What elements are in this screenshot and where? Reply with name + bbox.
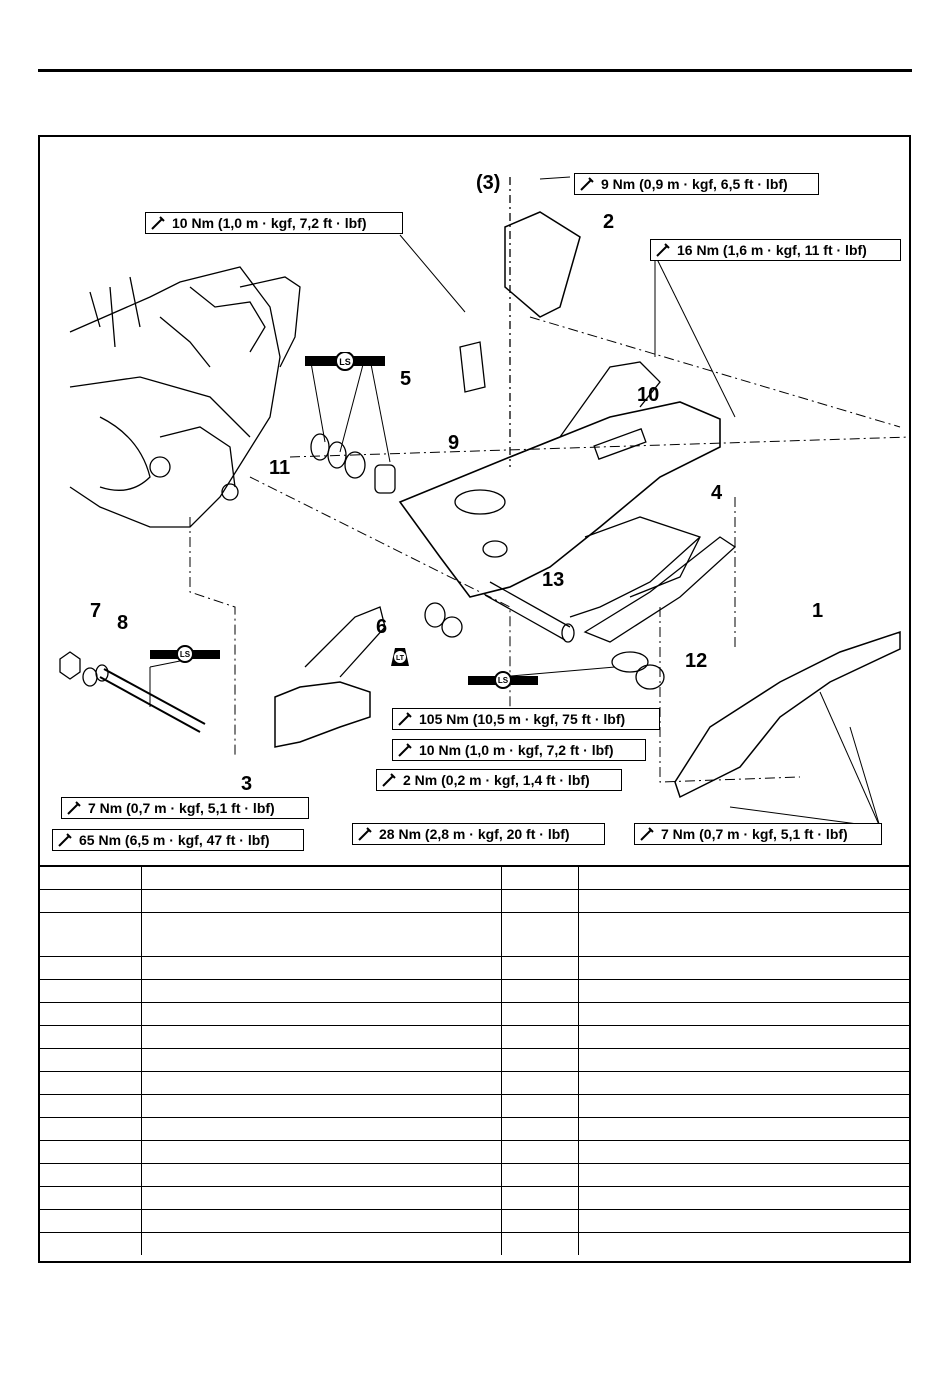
torque-label: 10 Nm (1,0 m · kgf, 7,2 ft · lbf) bbox=[392, 739, 646, 761]
table-cell bbox=[141, 1210, 501, 1233]
table-cell bbox=[141, 1049, 501, 1072]
svg-text:LS: LS bbox=[339, 357, 351, 367]
table-cell bbox=[40, 1049, 141, 1072]
wrench-icon bbox=[65, 799, 83, 817]
callout-number: 4 bbox=[711, 482, 723, 504]
table-row bbox=[40, 1072, 909, 1095]
table-cell bbox=[501, 913, 578, 957]
table-cell bbox=[501, 1003, 578, 1026]
callout-number: 3 bbox=[241, 773, 253, 795]
table-cell bbox=[578, 1003, 909, 1026]
table-cell bbox=[40, 890, 141, 913]
table-cell bbox=[501, 890, 578, 913]
wrench-icon bbox=[638, 825, 656, 843]
table-row bbox=[40, 1026, 909, 1049]
table-cell bbox=[578, 890, 909, 913]
torque-label: 105 Nm (10,5 m · kgf, 75 ft · lbf) bbox=[392, 708, 660, 730]
table-cell bbox=[40, 1003, 141, 1026]
table-row bbox=[40, 1141, 909, 1164]
table-cell bbox=[141, 957, 501, 980]
table-cell bbox=[141, 1003, 501, 1026]
table-row bbox=[40, 1003, 909, 1026]
frame-sketch bbox=[70, 267, 300, 527]
wrench-icon bbox=[396, 710, 414, 728]
table-cell bbox=[141, 1118, 501, 1141]
table-row bbox=[40, 980, 909, 1003]
table-cell bbox=[501, 980, 578, 1003]
wrench-icon bbox=[149, 214, 167, 232]
table-cell bbox=[578, 1118, 909, 1141]
wrench-icon bbox=[578, 175, 596, 193]
callout-number: (3) bbox=[476, 172, 501, 194]
parts-table bbox=[40, 865, 909, 1255]
wrench-icon bbox=[380, 771, 398, 789]
table-row bbox=[40, 1049, 909, 1072]
table-cell bbox=[578, 866, 909, 890]
table-row bbox=[40, 1095, 909, 1118]
wrench-icon bbox=[56, 831, 74, 849]
table-cell bbox=[578, 957, 909, 980]
bearings-11 bbox=[311, 434, 395, 493]
callout-number: 1 bbox=[812, 600, 824, 622]
table-cell bbox=[578, 1233, 909, 1256]
ls-symbol bbox=[150, 645, 220, 665]
table-cell bbox=[40, 1210, 141, 1233]
callout-number: 8 bbox=[117, 612, 129, 634]
table-cell bbox=[501, 957, 578, 980]
callout-number: 5 bbox=[400, 368, 412, 390]
torque-label: 9 Nm (0,9 m · kgf, 6,5 ft · lbf) bbox=[574, 173, 819, 195]
table-cell bbox=[141, 1233, 501, 1256]
footrest-bracket-3 bbox=[275, 682, 370, 747]
header-rule bbox=[38, 69, 912, 72]
wrench-icon bbox=[396, 741, 414, 759]
svg-text:LT: LT bbox=[395, 655, 405, 662]
table-cell bbox=[578, 1026, 909, 1049]
torque-label: 65 Nm (6,5 m · kgf, 47 ft · lbf) bbox=[52, 829, 304, 851]
table-cell bbox=[40, 957, 141, 980]
svg-text:LS: LS bbox=[179, 650, 191, 659]
torque-label: 2 Nm (0,2 m · kgf, 1,4 ft · lbf) bbox=[376, 769, 622, 791]
table-cell bbox=[501, 1049, 578, 1072]
table-cell bbox=[501, 1026, 578, 1049]
table-cell bbox=[141, 1026, 501, 1049]
diagram-frame bbox=[38, 135, 911, 1263]
table-cell bbox=[501, 1164, 578, 1187]
table-cell bbox=[501, 1141, 578, 1164]
table-cell bbox=[501, 1118, 578, 1141]
torque-label: 7 Nm (0,7 m · kgf, 5,1 ft · lbf) bbox=[61, 797, 309, 819]
torque-label: 10 Nm (1,0 m · kgf, 7,2 ft · lbf) bbox=[145, 212, 403, 234]
ls-symbol bbox=[468, 671, 538, 691]
lt-symbol bbox=[388, 642, 412, 668]
table-cell bbox=[40, 1187, 141, 1210]
exploded-view bbox=[40, 137, 909, 865]
cable-holder-5 bbox=[460, 342, 485, 392]
wrench-icon bbox=[654, 241, 672, 259]
table-row bbox=[40, 1233, 909, 1256]
table-cell bbox=[40, 1141, 141, 1164]
callout-number: 6 bbox=[376, 616, 388, 638]
table-cell bbox=[40, 1072, 141, 1095]
pivot-nut-7 bbox=[60, 652, 80, 679]
table-cell bbox=[141, 1164, 501, 1187]
table-cell bbox=[141, 1095, 501, 1118]
chain-guide-4 bbox=[585, 537, 735, 642]
callout-number: 11 bbox=[269, 457, 291, 479]
table-cell bbox=[40, 913, 141, 957]
table-cell bbox=[40, 1026, 141, 1049]
table-cell bbox=[40, 1164, 141, 1187]
seat-cover-2 bbox=[505, 212, 580, 317]
table-cell bbox=[141, 980, 501, 1003]
table-cell bbox=[578, 913, 909, 957]
callout-number: 12 bbox=[685, 650, 708, 672]
table-cell bbox=[141, 866, 501, 890]
table-cell bbox=[501, 1233, 578, 1256]
table-cell bbox=[578, 980, 909, 1003]
table-cell bbox=[141, 1187, 501, 1210]
table-row bbox=[40, 957, 909, 980]
table-row bbox=[40, 890, 909, 913]
chain-cover-1 bbox=[675, 632, 900, 797]
table-cell bbox=[501, 866, 578, 890]
wrench-icon bbox=[356, 825, 374, 843]
table-cell bbox=[501, 1210, 578, 1233]
table-cell bbox=[141, 913, 501, 957]
table-cell bbox=[578, 1210, 909, 1233]
table-cell bbox=[501, 1072, 578, 1095]
table-row bbox=[40, 1164, 909, 1187]
callout-number: 7 bbox=[90, 600, 102, 622]
ls-symbol bbox=[305, 352, 385, 372]
table-cell bbox=[501, 1095, 578, 1118]
table-cell bbox=[141, 890, 501, 913]
callout-number: 10 bbox=[637, 384, 660, 406]
table-cell bbox=[578, 1095, 909, 1118]
callout-number: 9 bbox=[448, 432, 460, 454]
table-cell bbox=[40, 1118, 141, 1141]
table-row bbox=[40, 866, 909, 890]
table-row bbox=[40, 1210, 909, 1233]
bushing-12 bbox=[612, 652, 648, 672]
torque-label: 28 Nm (2,8 m · kgf, 20 ft · lbf) bbox=[352, 823, 605, 845]
table-cell bbox=[141, 1072, 501, 1095]
table-row bbox=[40, 1118, 909, 1141]
pivot-collar-13 bbox=[485, 582, 574, 642]
callout-number: 13 bbox=[542, 569, 565, 591]
table-cell bbox=[578, 1049, 909, 1072]
callout-number: 2 bbox=[603, 211, 615, 233]
table-cell bbox=[141, 1141, 501, 1164]
table-cell bbox=[40, 1233, 141, 1256]
torque-label: 16 Nm (1,6 m · kgf, 11 ft · lbf) bbox=[650, 239, 901, 261]
table-row bbox=[40, 913, 909, 957]
table-row bbox=[40, 1187, 909, 1210]
table-cell bbox=[578, 1141, 909, 1164]
table-cell bbox=[40, 866, 141, 890]
svg-text:LS: LS bbox=[497, 676, 509, 685]
table-cell bbox=[40, 980, 141, 1003]
torque-label: 7 Nm (0,7 m · kgf, 5,1 ft · lbf) bbox=[634, 823, 882, 845]
table-cell bbox=[578, 1164, 909, 1187]
table-cell bbox=[40, 1095, 141, 1118]
table-cell bbox=[501, 1187, 578, 1210]
table-cell bbox=[578, 1187, 909, 1210]
table-cell bbox=[578, 1072, 909, 1095]
